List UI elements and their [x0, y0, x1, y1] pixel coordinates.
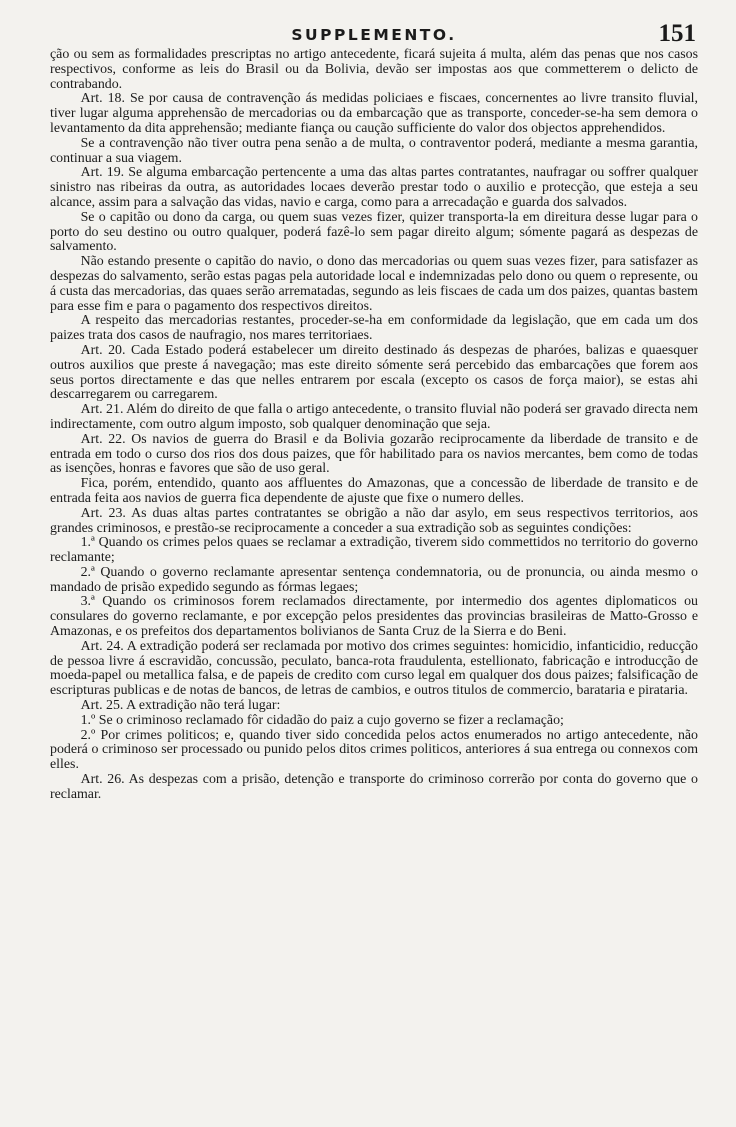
body-text [50, 48, 698, 803]
page-header [50, 20, 698, 48]
paragraph: Art. 26. As despezas com a prisão, detenção e transporte do criminoso correrão por conta do governo que o reclamar. [50, 772, 698, 802]
paragraph: Art. 20. Cada Estado poderá estabelecer um direito destinado ás despezas de pharóes, balizas e quaesquer outros auxilios que preste á navegação; mas este direito sómente será percebido das embarcações que forem aos seus portos directamente e das que nelles entrarem por escala (excepto os casos de força maior), se estas ahi descarregarem ou carregarem. [50, 342, 698, 403]
paragraph: Art. 25. A extradição não terá lugar: [80, 698, 281, 714]
paragraph: Art. 18. Se por causa de contravenção ás medidas policiaes e fiscaes, concernentes ao livre transito fluvial, tiver lugar alguma apprehensão de mercadorias ou da embarcação que as transporte, conceder-se-ha sem demora o levantamento da dita apprehensão; mediante fiança ou caução sufficiente do valor dos objectos apprehendidos. [50, 91, 698, 136]
paragraph: Art. 19. Se alguma embarcação pertencente a uma das altas partes contratantes, naufragar ou soffrer qualquer sinistro nas ribeiras da outra, as autoridades locaes deverão prestar todo o auxilio e protecção, que esteja a seu alcance, assim para a salvação das vidas, navio e carga, como para a arrecadação e guarda dos salvados. [50, 165, 698, 210]
paragraph: Não estando presente o capitão do navio, o dono das mercadorias ou quem suas vezes fizer, para satisfazer as despezas do salvamento, serão estas pagas pela autoridade local e indemnizadas pelo dono ou quem o represente, ou á custa das mercadorias, das quaes serão arrematadas, segundo as leis fiscaes de cada um dos paizes, quantas bastem para esse fim e para o pagamento dos respectivos direitos. [50, 254, 698, 314]
paragraph: Art. 24. A extradição poderá ser reclamada por motivo dos crimes seguintes: homicidio, infanticidio, reducção de pessoa livre á escravidão, concussão, peculato, banca-rota fraudulenta, estellionato, fabricação e introducção de moeda-papel ou metallica falsa, e de papeis de credito com curso legal em qualquer dos dous paizes; falsificação de escripturas publicas e de notas de bancos, de letras de cambios, e outros titulos de commercio, barataria e pirataria. [50, 638, 698, 699]
paragraph: Art. 23. As duas altas partes contratantes se obrigão a não dar asylo, em seus respectivos territorios, aos grandes criminosos, e prestão-se reciprocamente a conceder a sua extradição sob as seguintes condições: [50, 505, 698, 536]
paragraph: Se a contravenção não tiver outra pena senão a de multa, o contraventor poderá, mediante a mesma garantia, continuar a sua viagem. [50, 135, 698, 166]
paragraph: Art. 22. Os navios de guerra do Brasil e da Bolivia gozarão reciprocamente da liberdade de transito e de entrada em todo o curso dos rios dos dous paizes, que fôr habilitado para os navios mercantes, bem como de todas as isenções, honras e favores que são de uso geral. [50, 431, 698, 477]
paragraph: 3.ª Quando os criminosos forem reclamados directamente, por intermedio dos agentes diplomaticos ou consulares do governo reclamante, e por excepção pelos presidentes das provincias brasileiras de Matto-Grosso e Amazonas, e os prefeitos dos departamentos bolivianos de Santa Cruz de la Sierra e do Beni. [50, 594, 698, 640]
paragraph: 1.ª Quando os crimes pelos quaes se reclamar a extradição, tiverem sido commettidos no territorio do governo reclamante; [50, 535, 698, 566]
paragraph: Se o capitão ou dono da carga, ou quem suas vezes fizer, quizer transporta-la em direitura desse lugar para o porto do seu destino ou outro qualquer, poderá fazê-lo sem pagar direito algum; sómente pagará as despezas de salvamento. [50, 209, 698, 255]
paragraph: A respeito das mercadorias restantes, proceder-se-ha em conformidade da legislação, que em cada um dos paizes trata dos casos de naufragio, nos mares territoriaes. [50, 313, 698, 344]
paragraph: 2.º Por crimes politicos; e, quando tiver sido concedida pelos actos enumerados no artigo antecedente, não poderá o criminoso ser processado ou punido pelos ditos crimes politicos, anteriores á sua entrega ou connexos com elles. [50, 727, 698, 773]
paragraph: 1.º Se o criminoso reclamado fôr cidadão do paiz a cujo governo se fizer a reclamação; [80, 712, 564, 728]
paragraph: 2.ª Quando o governo reclamante apresentar sentença condemnatoria, ou de pronuncia, ou ainda mesmo o mandado de prisão expedido segundo as fórmas legaes; [50, 564, 698, 595]
paragraph: Fica, porém, entendido, quanto aos affluentes do Amazonas, que a concessão de liberdade de transito e de entrada feita aos navios de guerra fica dependente de ajuste que fixe o numero delles. [50, 476, 698, 506]
paragraph: ção ou sem as formalidades prescriptas no artigo antecedente, ficará sujeita á multa, além das penas que nos casos respectivos, conforme as leis do Brasil ou da Bolivia, devão ser impostas aos que commetterem o delicto de contrabando. [50, 47, 698, 92]
paragraph: Art. 21. Além do direito de que falla o artigo antecedente, o transito fluvial não poderá ser gravado directa nem indirectamente, com outro algum imposto, sob qualquer denominação que seja. [50, 402, 698, 432]
running-title: SUPPLEMENTO. [291, 26, 457, 44]
page-number: 151 [658, 20, 696, 47]
